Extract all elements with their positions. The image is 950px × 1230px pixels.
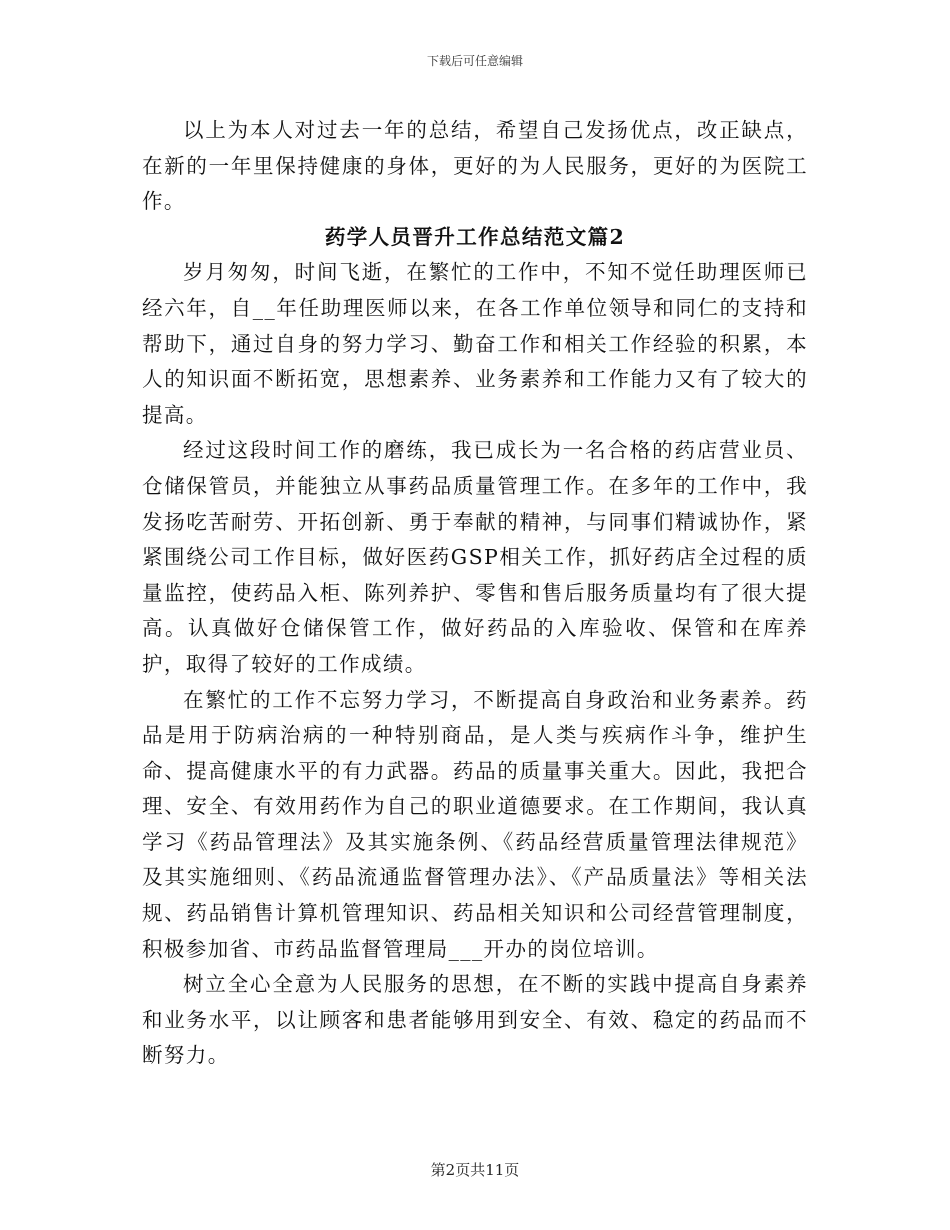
paragraph-2: 经过这段时间工作的磨练，我已成长为一名合格的药店营业员、仓储保管员，并能独立从事药品质量管理工作。在多年的工作中，我发扬吃苦耐劳、开拓创新、勇于奉献的精神，与同事们精诚协作，紧紧围绕公司工作目标，做好医药GSP相关工作，抓好药店全过程的质量监控，使药品入柜、陈列养护、零售和售后服务质量均有了很大提高。认真做好仓储保管工作，做好药品的入库验收、保管和在库养护，取得了较好的工作成绩。 <box>142 438 808 676</box>
paragraph-1: 岁月匆匆，时间飞逝，在繁忙的工作中，不知不觉任助理医师已经六年，自__年任助理医师以来，在各工作单位领导和同仁的支持和帮助下，通过自身的努力学习、勤奋工作和相关工作经验的积累，本人的知识面不断拓宽，思想素养、业务素养和工作能力又有了较大的提高。 <box>142 260 808 427</box>
document-body <box>142 113 808 1074</box>
section-title: 药学人员晋升工作总结范文篇2 <box>324 224 626 249</box>
page-header-note: 下载后可任意编辑 <box>426 54 523 68</box>
page-number-footer: 第2页共11页 <box>430 1161 520 1179</box>
paragraph-4: 树立全心全意为人民服务的思想，在不断的实践中提高自身素养和业务水平，以让顾客和患者能够用到安全、有效、稳定的药品而不断努力。 <box>142 972 808 1068</box>
intro-paragraph: 以上为本人对过去一年的总结，希望自己发扬优点，改正缺点，在新的一年里保持健康的身体，更好的为人民服务，更好的为医院工作。 <box>142 118 808 214</box>
paragraph-3: 在繁忙的工作不忘努力学习，不断提高自身政治和业务素养。药品是用于防病治病的一种特别商品，是人类与疾病作斗争，维护生命、提高健康水平的有力武器。药品的质量事关重大。因此，我把合理、安全、有效用药作为自己的职业道德要求。在工作期间，我认真学习《药品管理法》及其实施条例、《药品经营质量管理法律规范》及其实施细则、《药品流通监督管理办法》、《产品质量法》等相关法规、药品销售计算机管理知识、药品相关知识和公司经营管理制度，积极参加省、市药品监督管理局___开办的岗位培训。 <box>142 687 808 961</box>
